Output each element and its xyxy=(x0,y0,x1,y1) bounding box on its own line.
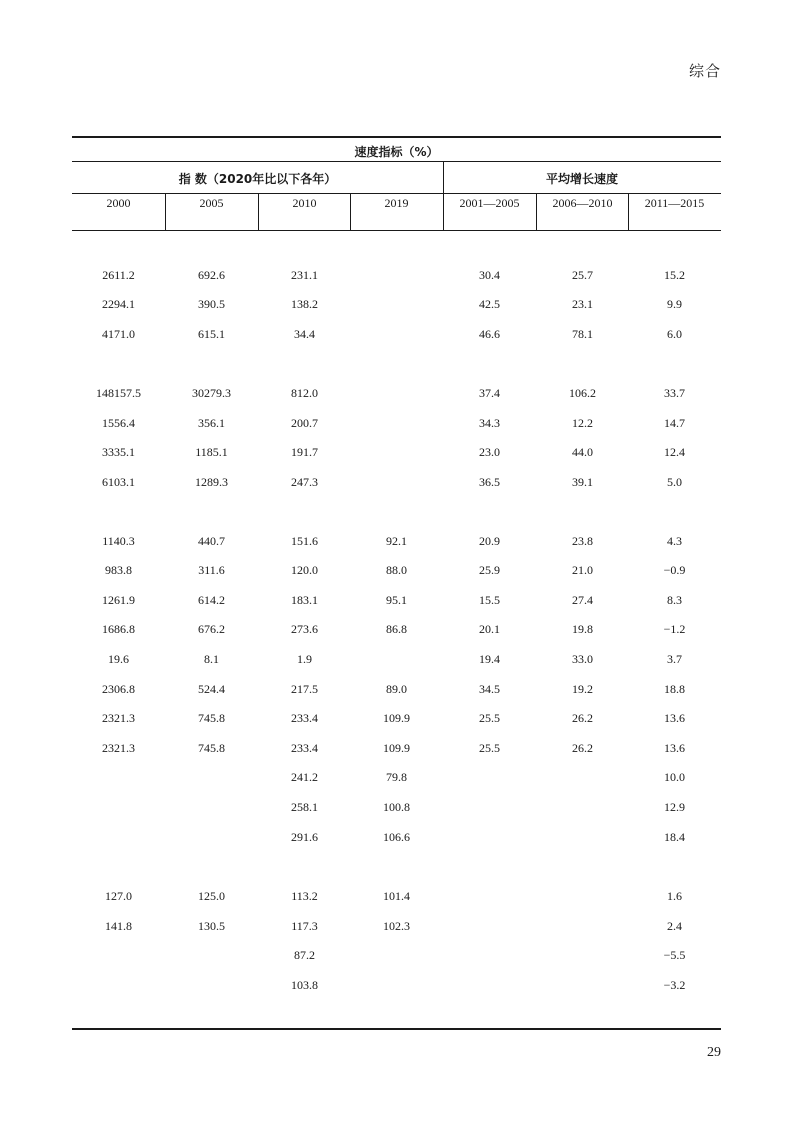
table-cell: 13.6 xyxy=(664,741,685,755)
table-cell: 524.4 xyxy=(198,682,225,696)
table-cell: 39.1 xyxy=(572,475,593,489)
table-cell: 27.4 xyxy=(572,593,593,607)
column-header: 2006—2010 xyxy=(552,196,613,210)
table-cell: 10.0 xyxy=(664,770,685,784)
table-cell: 89.0 xyxy=(386,682,407,696)
table-cell: 217.5 xyxy=(291,682,318,696)
table-cell: 88.0 xyxy=(386,563,407,577)
table-cell: 233.4 xyxy=(291,741,318,755)
table-cell: 1185.1 xyxy=(195,445,228,459)
table-cell: 440.7 xyxy=(198,534,225,548)
table-cell: 138.2 xyxy=(291,297,318,311)
table-cell: −3.2 xyxy=(663,978,686,992)
table-cell: 2611.2 xyxy=(102,268,135,282)
table-cell: 113.2 xyxy=(291,889,318,903)
table-cell: 109.9 xyxy=(383,741,410,755)
table-cell: 6103.1 xyxy=(102,475,135,489)
table-cell: 78.1 xyxy=(572,327,593,341)
table-cell: 87.2 xyxy=(294,948,315,962)
table-cell: 19.2 xyxy=(572,682,593,696)
table-cell: 4171.0 xyxy=(102,327,135,341)
table-cell: 33.7 xyxy=(664,386,685,400)
table-cell: 25.5 xyxy=(479,741,500,755)
table-cell: 191.7 xyxy=(291,445,318,459)
table-cell: 141.8 xyxy=(105,919,132,933)
table-cell: 1686.8 xyxy=(102,622,135,636)
table-cell: 23.1 xyxy=(572,297,593,311)
table-bottom-rule xyxy=(72,1028,721,1030)
table-cell: 356.1 xyxy=(198,416,225,430)
table-cell: 1289.3 xyxy=(195,475,228,489)
table-cell: 745.8 xyxy=(198,741,225,755)
table-cell: 5.0 xyxy=(667,475,682,489)
page-number: 29 xyxy=(707,1045,721,1060)
table-cell: 390.5 xyxy=(198,297,225,311)
table-cell: 148157.5 xyxy=(96,386,141,400)
table-cell: 95.1 xyxy=(386,593,407,607)
table-cell: 18.8 xyxy=(664,682,685,696)
table-cell: 23.8 xyxy=(572,534,593,548)
table-cell: 19.4 xyxy=(479,652,500,666)
table-cell: 34.3 xyxy=(479,416,500,430)
growth-group-header: 平均增长速度 xyxy=(545,172,618,186)
table-cell: 18.4 xyxy=(664,830,685,844)
table-cell: 106.2 xyxy=(569,386,596,400)
table-cell: 25.7 xyxy=(572,268,593,282)
table-cell: 614.2 xyxy=(198,593,225,607)
table-cell: 92.1 xyxy=(386,534,407,548)
column-header: 2000 xyxy=(106,196,131,210)
column-header: 2001—2005 xyxy=(459,196,520,210)
table-cell: 8.3 xyxy=(667,593,682,607)
table-cell: 12.9 xyxy=(664,800,685,814)
table-cell: 100.8 xyxy=(383,800,410,814)
table-cell: 15.5 xyxy=(479,593,500,607)
table-cell: 33.0 xyxy=(572,652,593,666)
table-cell: 1.9 xyxy=(297,652,312,666)
table-cell: 117.3 xyxy=(291,919,318,933)
table-cell: 25.5 xyxy=(479,711,500,725)
table-cell: 812.0 xyxy=(291,386,318,400)
table-cell: 676.2 xyxy=(198,622,225,636)
table-cell: 103.8 xyxy=(291,978,318,992)
table-cell: 101.4 xyxy=(383,889,410,903)
table-cell: 2306.8 xyxy=(102,682,135,696)
table-cell: −0.9 xyxy=(663,563,686,577)
table-cell: −5.5 xyxy=(663,948,686,962)
table-cell: 37.4 xyxy=(479,386,500,400)
table-cell: 3.7 xyxy=(667,652,682,666)
table-cell: 2.4 xyxy=(667,919,682,933)
subheader-divider xyxy=(72,193,721,194)
table-cell: 151.6 xyxy=(291,534,318,548)
table-cell: 130.5 xyxy=(198,919,225,933)
table-cell: 34.5 xyxy=(479,682,500,696)
table-cell: 692.6 xyxy=(198,268,225,282)
table-cell: 34.4 xyxy=(294,327,315,341)
table-cell: 1.6 xyxy=(667,889,682,903)
index-group-header: 指 数（2020年比以下各年） xyxy=(178,172,337,186)
table-cell: 15.2 xyxy=(664,268,685,282)
table-cell: 14.7 xyxy=(664,416,685,430)
table-cell: 273.6 xyxy=(291,622,318,636)
table-cell: 19.8 xyxy=(572,622,593,636)
table-cell: 42.5 xyxy=(479,297,500,311)
table-cell: 127.0 xyxy=(105,889,132,903)
table-cell: 106.6 xyxy=(383,830,410,844)
table-cell: 615.1 xyxy=(198,327,225,341)
table-cell: 231.1 xyxy=(291,268,318,282)
table-cell: 26.2 xyxy=(572,711,593,725)
table-cell: 247.3 xyxy=(291,475,318,489)
table-cell: 2294.1 xyxy=(102,297,135,311)
table-cell: 291.6 xyxy=(291,830,318,844)
table-cell: 2321.3 xyxy=(102,711,135,725)
section-label: 综合 xyxy=(688,62,721,80)
table-top-rule xyxy=(72,136,721,138)
table-cell: 44.0 xyxy=(572,445,593,459)
table-cell: 19.6 xyxy=(108,652,129,666)
table-cell: 12.2 xyxy=(572,416,593,430)
table-cell: 102.3 xyxy=(383,919,410,933)
table-cell: −1.2 xyxy=(663,622,686,636)
column-header: 2011—2015 xyxy=(644,196,705,210)
table-cell: 200.7 xyxy=(291,416,318,430)
table-cell: 311.6 xyxy=(198,563,225,577)
table-cell: 20.9 xyxy=(479,534,500,548)
table-cell: 13.6 xyxy=(664,711,685,725)
column-header: 2010 xyxy=(292,196,317,210)
table-cell: 26.2 xyxy=(572,741,593,755)
table-cell: 86.8 xyxy=(386,622,407,636)
table-cell: 1556.4 xyxy=(102,416,135,430)
table-cell: 12.4 xyxy=(664,445,685,459)
table-cell: 8.1 xyxy=(204,652,219,666)
table-cell: 21.0 xyxy=(572,563,593,577)
table-cell: 745.8 xyxy=(198,711,225,725)
table-cell: 109.9 xyxy=(383,711,410,725)
column-header: 2019 xyxy=(384,196,409,210)
table-cell: 183.1 xyxy=(291,593,318,607)
table-cell: 20.1 xyxy=(479,622,500,636)
table-cell: 30279.3 xyxy=(192,386,231,400)
table-cell: 3335.1 xyxy=(102,445,135,459)
header-bottom-rule xyxy=(72,230,721,231)
table-cell: 6.0 xyxy=(667,327,682,341)
table-cell: 46.6 xyxy=(479,327,500,341)
table-cell: 1261.9 xyxy=(102,593,135,607)
table-cell: 36.5 xyxy=(479,475,500,489)
table-cell: 233.4 xyxy=(291,711,318,725)
table-cell: 1140.3 xyxy=(102,534,135,548)
table-cell: 983.8 xyxy=(105,563,132,577)
header-divider xyxy=(72,161,721,162)
table-cell: 25.9 xyxy=(479,563,500,577)
table-cell: 241.2 xyxy=(291,770,318,784)
table-cell: 9.9 xyxy=(667,297,682,311)
table-title: 速度指标（%） xyxy=(354,145,439,159)
column-header: 2005 xyxy=(199,196,224,210)
table-cell: 4.3 xyxy=(667,534,682,548)
table-cell: 23.0 xyxy=(479,445,500,459)
table-cell: 30.4 xyxy=(479,268,500,282)
table-cell: 2321.3 xyxy=(102,741,135,755)
table-cell: 125.0 xyxy=(198,889,225,903)
table-cell: 79.8 xyxy=(386,770,407,784)
table-cell: 258.1 xyxy=(291,800,318,814)
table-cell: 120.0 xyxy=(291,563,318,577)
